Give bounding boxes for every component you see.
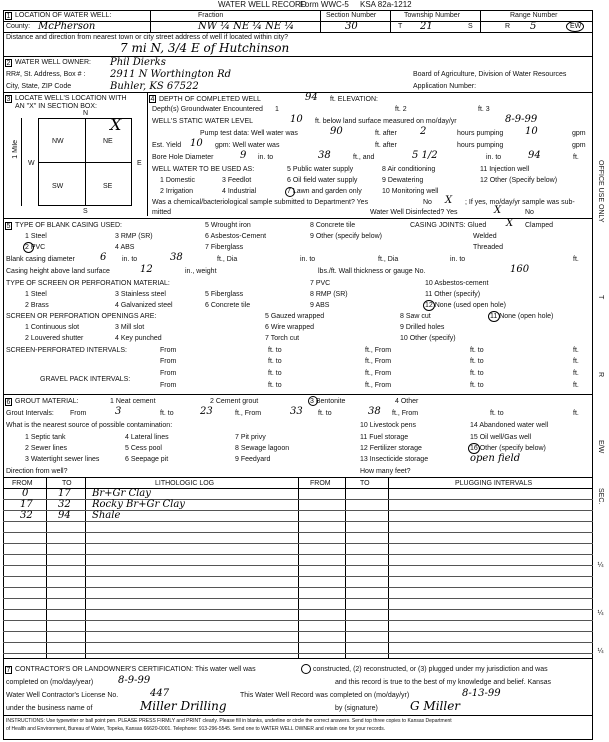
screen-1: 1 Steel	[25, 291, 47, 298]
record-date-value[interactable]: 8-13-99	[462, 688, 501, 699]
grout-1: 1 Neat cement	[110, 398, 156, 405]
perf-ft-2: ft.	[573, 358, 579, 365]
est-hours: hours pumping	[457, 142, 504, 149]
log-row-3-from[interactable]: 32	[20, 510, 33, 521]
bore-in-to-2: in. to	[486, 154, 502, 161]
perf-from-2: ft., From	[365, 347, 392, 354]
use-label: WELL WATER TO BE USED AS:	[152, 166, 255, 173]
gravel-to-1: ft. to	[268, 370, 282, 377]
open-11-circle	[488, 311, 500, 322]
depth-value[interactable]: 94	[305, 92, 318, 103]
direction-label: Direction from well?	[6, 468, 68, 475]
gravel-from-2: ft., From	[365, 370, 392, 377]
casing-9: 9 Other (specify below)	[310, 233, 382, 240]
locate-label-2: AN "X" IN SECTION BOX:	[15, 103, 97, 110]
perf-from-3: From	[160, 358, 177, 365]
certification-label: CONTRACTOR'S OR LANDOWNER'S CERTIFICATION: This water well was	[15, 666, 256, 673]
range-ew-circle	[566, 21, 584, 32]
constructed-circle	[301, 664, 311, 674]
static-date[interactable]: 8-9-99	[505, 114, 538, 125]
screen-11: 11 Other (specify)	[425, 291, 481, 298]
screen-2: 2 Brass	[25, 302, 49, 309]
use-7: 7 Lawn and garden only	[287, 188, 362, 195]
log-rule	[3, 521, 593, 522]
contam-5: 5 Cess pool	[125, 445, 162, 452]
log-rule	[3, 598, 593, 599]
welded-label: Welded	[473, 233, 497, 240]
application-label: Application Number:	[413, 83, 477, 90]
lithologic-header: LITHOLOGIC LOG	[155, 480, 215, 487]
blank-in-to-2: in. to	[300, 256, 316, 263]
contam-13: 13 Insecticide storage	[360, 456, 429, 463]
groundwater-3: ft. 3	[478, 106, 490, 113]
grout-value-1[interactable]: 3	[115, 406, 122, 417]
license-value[interactable]: 447	[150, 688, 170, 699]
depth-label: DEPTH OF COMPLETED WELL	[159, 96, 261, 103]
screen-6: 6 Concrete tile	[205, 302, 251, 309]
open-10: 10 Other (specify)	[400, 335, 456, 342]
grout-value-4[interactable]: 38	[368, 406, 381, 417]
grout-ft: ft.	[573, 410, 579, 417]
blank-in-to-3: in. to	[450, 256, 466, 263]
blank-depth-value[interactable]: 38	[170, 252, 183, 263]
log-rule	[3, 631, 593, 632]
contam-9: 9 Feedyard	[235, 456, 271, 463]
open-11: 11 None (open hole)	[490, 313, 554, 320]
pump-gpm[interactable]: 10	[525, 126, 538, 137]
use-9: 9 Dewatering	[382, 177, 424, 184]
log-row-1-from[interactable]: 0	[22, 488, 29, 499]
screen-10: 10 Asbestos-cement	[425, 280, 489, 287]
sample-x[interactable]: X	[445, 195, 453, 206]
county-value[interactable]: McPherson	[38, 21, 96, 32]
use-4: 4 Industrial	[222, 188, 257, 195]
instructions-line-2: of Health and Environment, Bureau of Water, Topeka, Kansas 66620-0001. Telephone: 913-296-5545. Send one to WATER WELL OWNER and retain one for your records.	[6, 726, 386, 732]
certification-tail: constructed, (2) reconstructed, or (3) plugged under my jurisdiction and was	[313, 666, 548, 673]
well-location-x[interactable]: X	[110, 115, 122, 134]
screen-8: 8 RMP (SR)	[310, 291, 348, 298]
gravel-to-4: ft. to	[470, 382, 484, 389]
city-label: City, State, ZIP Code	[6, 83, 72, 90]
use-1: 1 Domestic	[160, 177, 196, 184]
log-from-header: FROM	[12, 480, 33, 487]
locate-label-1: LOCATE WELL'S LOCATION WITH	[15, 95, 127, 102]
grout-to-2: ft. to	[318, 410, 332, 417]
contam-8: 8 Sewage lagoon	[235, 445, 290, 452]
perf-intervals-label: SCREEN-PERFORATED INTERVALS:	[6, 347, 127, 354]
openings-label: SCREEN OR PERFORATION OPENINGS ARE:	[6, 313, 157, 320]
log-rule	[3, 532, 593, 533]
contam-11: 11 Fuel storage	[360, 434, 409, 441]
disinfected-no: No	[525, 209, 534, 216]
bore-and: ft., and	[353, 154, 375, 161]
gravel-to-2: ft. to	[470, 370, 484, 377]
log-row-2-from[interactable]: 17	[20, 499, 33, 510]
log-rule	[3, 543, 593, 544]
perf-from-4: ft., From	[365, 358, 392, 365]
pump-label: Pump test data: Well water was	[200, 130, 298, 137]
distance-label: Distance and direction from nearest town or city street address of well if located within city?	[6, 34, 289, 41]
blank-diameter-label: Blank casing diameter	[6, 256, 75, 263]
quadrant-nw: NW	[52, 138, 64, 145]
open-torch: 7 Torch cut	[265, 335, 300, 342]
section-number-label: Section Number	[326, 12, 377, 19]
section-box-e: E	[137, 160, 142, 167]
est-yield-label: Est. Yield	[152, 142, 182, 149]
gauge-value[interactable]: 160	[510, 264, 530, 275]
quadrant-ne: NE	[103, 138, 113, 145]
log-rule	[3, 609, 593, 610]
ksa-number: KSA 82a-1212	[360, 0, 412, 9]
groundwater-label: Depth(s) Groundwater Encountered	[152, 106, 263, 113]
gravel-ft-2: ft.	[573, 382, 579, 389]
plug-to-header: TO	[360, 480, 370, 487]
signature-label: by (signature)	[335, 705, 378, 712]
joints-x[interactable]: X	[506, 218, 514, 229]
quadrant-se: SE	[103, 183, 113, 190]
log-row-1-to[interactable]: 17	[58, 488, 71, 499]
grout-value-3[interactable]: 33	[290, 406, 303, 417]
log-rule	[3, 576, 593, 577]
disinfected-label: Water Well Disinfected? Yes	[370, 209, 458, 216]
log-rule	[3, 587, 593, 588]
casing-2-circle	[23, 242, 34, 253]
completed-label: completed on (mo/day/year)	[6, 679, 94, 686]
contam-7: 7 Pit privy	[235, 434, 266, 441]
plug-from-header: FROM	[310, 480, 331, 487]
open-1: 1 Continuous slot	[25, 324, 80, 331]
quadrant-sw: SW	[52, 183, 64, 190]
range-value[interactable]: 5	[530, 21, 537, 32]
log-row-2-to[interactable]: 32	[58, 499, 71, 510]
use-2: 2 Irrigation	[160, 188, 194, 195]
bore-in-to: in. to	[258, 154, 274, 161]
contam-3: 3 Watertight sewer lines	[25, 456, 100, 463]
completed-tail: and this record is true to the best of my knowledge and belief. Kansas	[335, 679, 551, 686]
pump-feet[interactable]: 90	[330, 126, 343, 137]
casing-5: 5 Wrought iron	[205, 222, 251, 229]
range-r-label: R	[505, 23, 511, 30]
plugging-header: PLUGGING INTERVALS	[455, 480, 533, 487]
fraction-value[interactable]: NW ¼ NE ¼ NE ¼	[198, 21, 295, 32]
city-value[interactable]: Buhler, KS 67522	[110, 81, 199, 92]
address-value[interactable]: 2911 N Worthington Rd	[110, 69, 232, 80]
grout-intervals-label: Grout Intervals:	[6, 410, 54, 417]
open-4: 4 Key punched	[115, 335, 162, 342]
how-many-feet-label: How many feet?	[360, 468, 411, 475]
blank-ft-dia-2: ft., Dia	[378, 256, 399, 263]
perf-to-2: ft. to	[470, 347, 484, 354]
address-label: RR#, St. Address, Box # :	[6, 71, 86, 78]
section-value[interactable]: 30	[345, 21, 358, 32]
contam-2: 2 Sewer lines	[25, 445, 68, 452]
sample-label: Was a chemical/bacteriological sample submitted to Department? Yes	[152, 199, 369, 206]
contam-10: 10 Livestock pens	[360, 422, 417, 429]
use-6: 6 Oil field water supply	[287, 177, 358, 184]
signature-value[interactable]: G Miller	[410, 699, 461, 713]
groundwater-1: 1	[275, 106, 279, 113]
contamination-label: What is the nearest source of possible contamination:	[6, 422, 173, 429]
side-quarter-1: ¼	[597, 562, 604, 569]
log-row-2-desc[interactable]: Rocky Br+Gr Clay	[92, 499, 185, 510]
gravel-from-3: From	[160, 382, 177, 389]
log-rule	[3, 620, 593, 621]
perf-to-3: ft. to	[268, 358, 282, 365]
section-3-number: 3	[6, 96, 11, 103]
section-1-number: 1	[6, 13, 11, 20]
owner-label: WATER WELL OWNER:	[15, 59, 91, 66]
gravel-to-3: ft. to	[268, 382, 282, 389]
log-rule	[3, 653, 593, 654]
bore-ft: ft.	[573, 154, 579, 161]
section-box-w: W	[28, 160, 35, 167]
threaded-label: Threaded	[473, 244, 503, 251]
contam-12: 12 Fertilizer storage	[360, 445, 422, 452]
perf-ft-1: ft.	[573, 347, 579, 354]
blank-diameter-value[interactable]: 6	[100, 252, 107, 263]
screen-label: TYPE OF SCREEN OR PERFORATION MATERIAL:	[6, 280, 170, 287]
sample-tail: ; If yes, mo/day/yr sample was sub-	[465, 199, 575, 206]
grout-to-1: ft. to	[160, 410, 174, 417]
instructions-line-1: INSTRUCTIONS: Use typewriter or ball point pen. PLEASE PRESS FIRMLY and PRINT clearly. Please fill in blanks, underline or circle the correct answers. Send top three copies to Kansas Department	[6, 718, 452, 724]
township-label: Township Number	[404, 12, 461, 19]
record-label: This Water Well Record was completed on (mo/day/yr)	[240, 692, 410, 699]
business-label: under the business name of	[6, 705, 93, 712]
grout-to-3: ft. to	[490, 410, 504, 417]
casing-height-label: Casing height above land surface	[6, 268, 110, 275]
static-tail: ft. below land surface measured on mo/day/yr	[315, 118, 457, 125]
perf-to-4: ft. to	[470, 358, 484, 365]
gravel-from-1: From	[160, 370, 177, 377]
contam-other-value[interactable]: open field	[470, 453, 521, 464]
perf-to-1: ft. to	[268, 347, 282, 354]
contam-4: 4 Lateral lines	[125, 434, 169, 441]
pump-hours[interactable]: 2	[420, 126, 427, 137]
grout-4: 4 Other	[395, 398, 419, 405]
bore-label: Bore Hole Diameter	[152, 154, 214, 161]
screen-9: 9 ABS	[310, 302, 330, 309]
log-row-3-to[interactable]: 94	[58, 510, 71, 521]
use-11: 11 Injection well	[480, 166, 530, 173]
grout-value-2[interactable]: 23	[200, 406, 213, 417]
side-quarter-3: ¼	[597, 648, 604, 655]
casing-8: 8 Concrete tile	[310, 222, 356, 229]
grout-from-3: ft., From	[392, 410, 419, 417]
perf-from-1: From	[160, 347, 177, 354]
log-rule	[3, 642, 593, 643]
grout-from-2: ft., From	[235, 410, 262, 417]
screen-7: 7 PVC	[310, 280, 331, 287]
form-number: Form WWC-5	[300, 0, 349, 9]
completed-value[interactable]: 8-9-99	[118, 675, 151, 686]
static-value[interactable]: 10	[290, 114, 303, 125]
distance-value[interactable]: 7 mi N, 3/4 E of Hutchinson	[120, 41, 290, 55]
est-yield-value[interactable]: 10	[190, 138, 203, 149]
screen-3: 3 Stainless steel	[115, 291, 166, 298]
est-yield-tail: gpm: Well water was	[215, 142, 280, 149]
screen-12: 12 None (used open hole)	[425, 302, 506, 309]
open-5: 5 Gauzed wrapped	[265, 313, 325, 320]
township-s-label: S	[468, 23, 473, 30]
side-sec: SEC.	[597, 488, 604, 505]
log-to-header: TO	[62, 480, 72, 487]
mile-label: 1 Mile	[12, 140, 19, 159]
side-t: T	[597, 295, 604, 300]
township-value[interactable]: 21	[420, 21, 433, 32]
grout-3: 3 Bentonite	[310, 398, 346, 405]
business-value[interactable]: Miller Drilling	[140, 699, 227, 713]
grout-3-circle	[308, 396, 318, 406]
log-rule	[3, 554, 593, 555]
joints-label: CASING JOINTS: Glued	[410, 222, 487, 229]
casing-height-value[interactable]: 12	[140, 264, 153, 275]
bore-diameter-2[interactable]: 5 1/2	[412, 150, 438, 161]
use-5: 5 Public water supply	[287, 166, 354, 173]
section-6-number: 6	[6, 399, 11, 406]
grout-2: 2 Cement grout	[210, 398, 259, 405]
range-direction: EW	[570, 23, 582, 30]
casing-weight-label: in., weight	[185, 268, 217, 275]
blank-ft: ft.	[573, 256, 579, 263]
log-row-1-desc[interactable]: Br+Gr Clay	[92, 488, 151, 499]
board-label: Board of Agriculture, Division of Water Resources	[413, 71, 567, 78]
side-r: R	[597, 372, 604, 378]
screen-5: 5 Fiberglass	[205, 291, 244, 298]
open-8: 8 Saw cut	[400, 313, 431, 320]
log-row-3-desc[interactable]: Shale	[92, 510, 121, 521]
casing-4: 4 ABS	[115, 244, 135, 251]
gravel-from-4: ft., From	[365, 382, 392, 389]
contam-16: 16 Other (specify below)	[470, 445, 546, 452]
side-quarter-2: ¼	[597, 610, 604, 617]
open-3: 3 Mill slot	[115, 324, 145, 331]
mitted-label: mitted	[152, 209, 172, 216]
est-ft-after: ft. after	[375, 142, 397, 149]
contam-15: 15 Oil well/Gas well	[470, 434, 532, 441]
fraction-label: Fraction	[198, 12, 224, 19]
license-label: Water Well Contractor's License No.	[6, 692, 119, 699]
contam-6: 6 Seepage pit	[125, 456, 169, 463]
office-use-label: OFFICE USE ONLY	[597, 160, 604, 223]
casing-6: 6 Asbestos-Cement	[205, 233, 267, 240]
blank-ft-dia: ft., Dia	[217, 256, 238, 263]
bore-diameter-1[interactable]: 9	[240, 150, 247, 161]
contam-1: 1 Septic tank	[25, 434, 66, 441]
log-rule	[3, 565, 593, 566]
casing-2: 2 PVC	[25, 244, 46, 251]
county-label: County:	[6, 23, 31, 30]
screen-4: 4 Galvanized steel	[115, 302, 173, 309]
use-3: 3 Feedlot	[222, 177, 252, 184]
grout-label: GROUT MATERIAL:	[15, 398, 79, 405]
use-8: 8 Air conditioning	[382, 166, 436, 173]
use-10: 10 Monitoring well	[382, 188, 439, 195]
bore-depth-2[interactable]: 94	[528, 150, 541, 161]
pump-gpm-label: gpm	[572, 130, 586, 137]
blank-in-to: in. to	[122, 256, 138, 263]
range-label: Range Number	[510, 12, 558, 19]
section-4-number: 4	[150, 96, 155, 103]
side-ew: E/W	[597, 440, 604, 454]
casing-7: 7 Fiberglass	[205, 244, 244, 251]
contam-14: 14 Abandoned water well	[470, 422, 549, 429]
section-box-n: N	[83, 110, 89, 117]
pump-hours-label: hours pumping	[457, 130, 504, 137]
open-wire: 6 Wire wrapped	[265, 324, 315, 331]
township-t-label: T	[398, 23, 403, 30]
screen-12-circle	[423, 300, 435, 311]
section-5-number: 5	[6, 223, 11, 230]
form-title: WATER WELL RECORD	[218, 0, 307, 9]
static-label: WELL'S STATIC WATER LEVEL	[152, 118, 254, 125]
casing-label: TYPE OF BLANK CASING USED:	[15, 222, 122, 229]
pump-after: ft. after	[375, 130, 397, 137]
use-7-circle	[285, 187, 295, 197]
groundwater-2: ft. 2	[395, 106, 407, 113]
grout-from-1: From	[70, 410, 87, 417]
section-box-s: S	[83, 208, 88, 215]
casing-1: 1 Steel	[25, 233, 47, 240]
sample-no: No	[423, 199, 432, 206]
wall-thickness-label: lbs./ft. Wall thickness or gauge No.	[318, 268, 426, 275]
section-2-number: 2	[6, 60, 11, 67]
owner-value[interactable]: Phil Dierks	[110, 57, 166, 68]
section-7-number: 7	[6, 667, 11, 674]
gravel-ft-1: ft.	[573, 370, 579, 377]
open-9: 9 Drilled holes	[400, 324, 445, 331]
disinfected-x[interactable]: X	[494, 205, 502, 216]
bore-depth-1[interactable]: 38	[318, 150, 331, 161]
location-label: LOCATION OF WATER WELL:	[15, 12, 112, 19]
casing-3: 3 RMP (SR)	[115, 233, 153, 240]
est-gpm: gpm	[572, 142, 586, 149]
elevation-label: ft. ELEVATION:	[330, 96, 378, 103]
gravel-intervals-label: GRAVEL PACK INTERVALS:	[40, 376, 131, 383]
clamped-label: Clamped	[525, 222, 554, 229]
open-6: 2 Louvered shutter	[25, 335, 84, 342]
use-12: 12 Other (Specify below)	[480, 177, 558, 184]
